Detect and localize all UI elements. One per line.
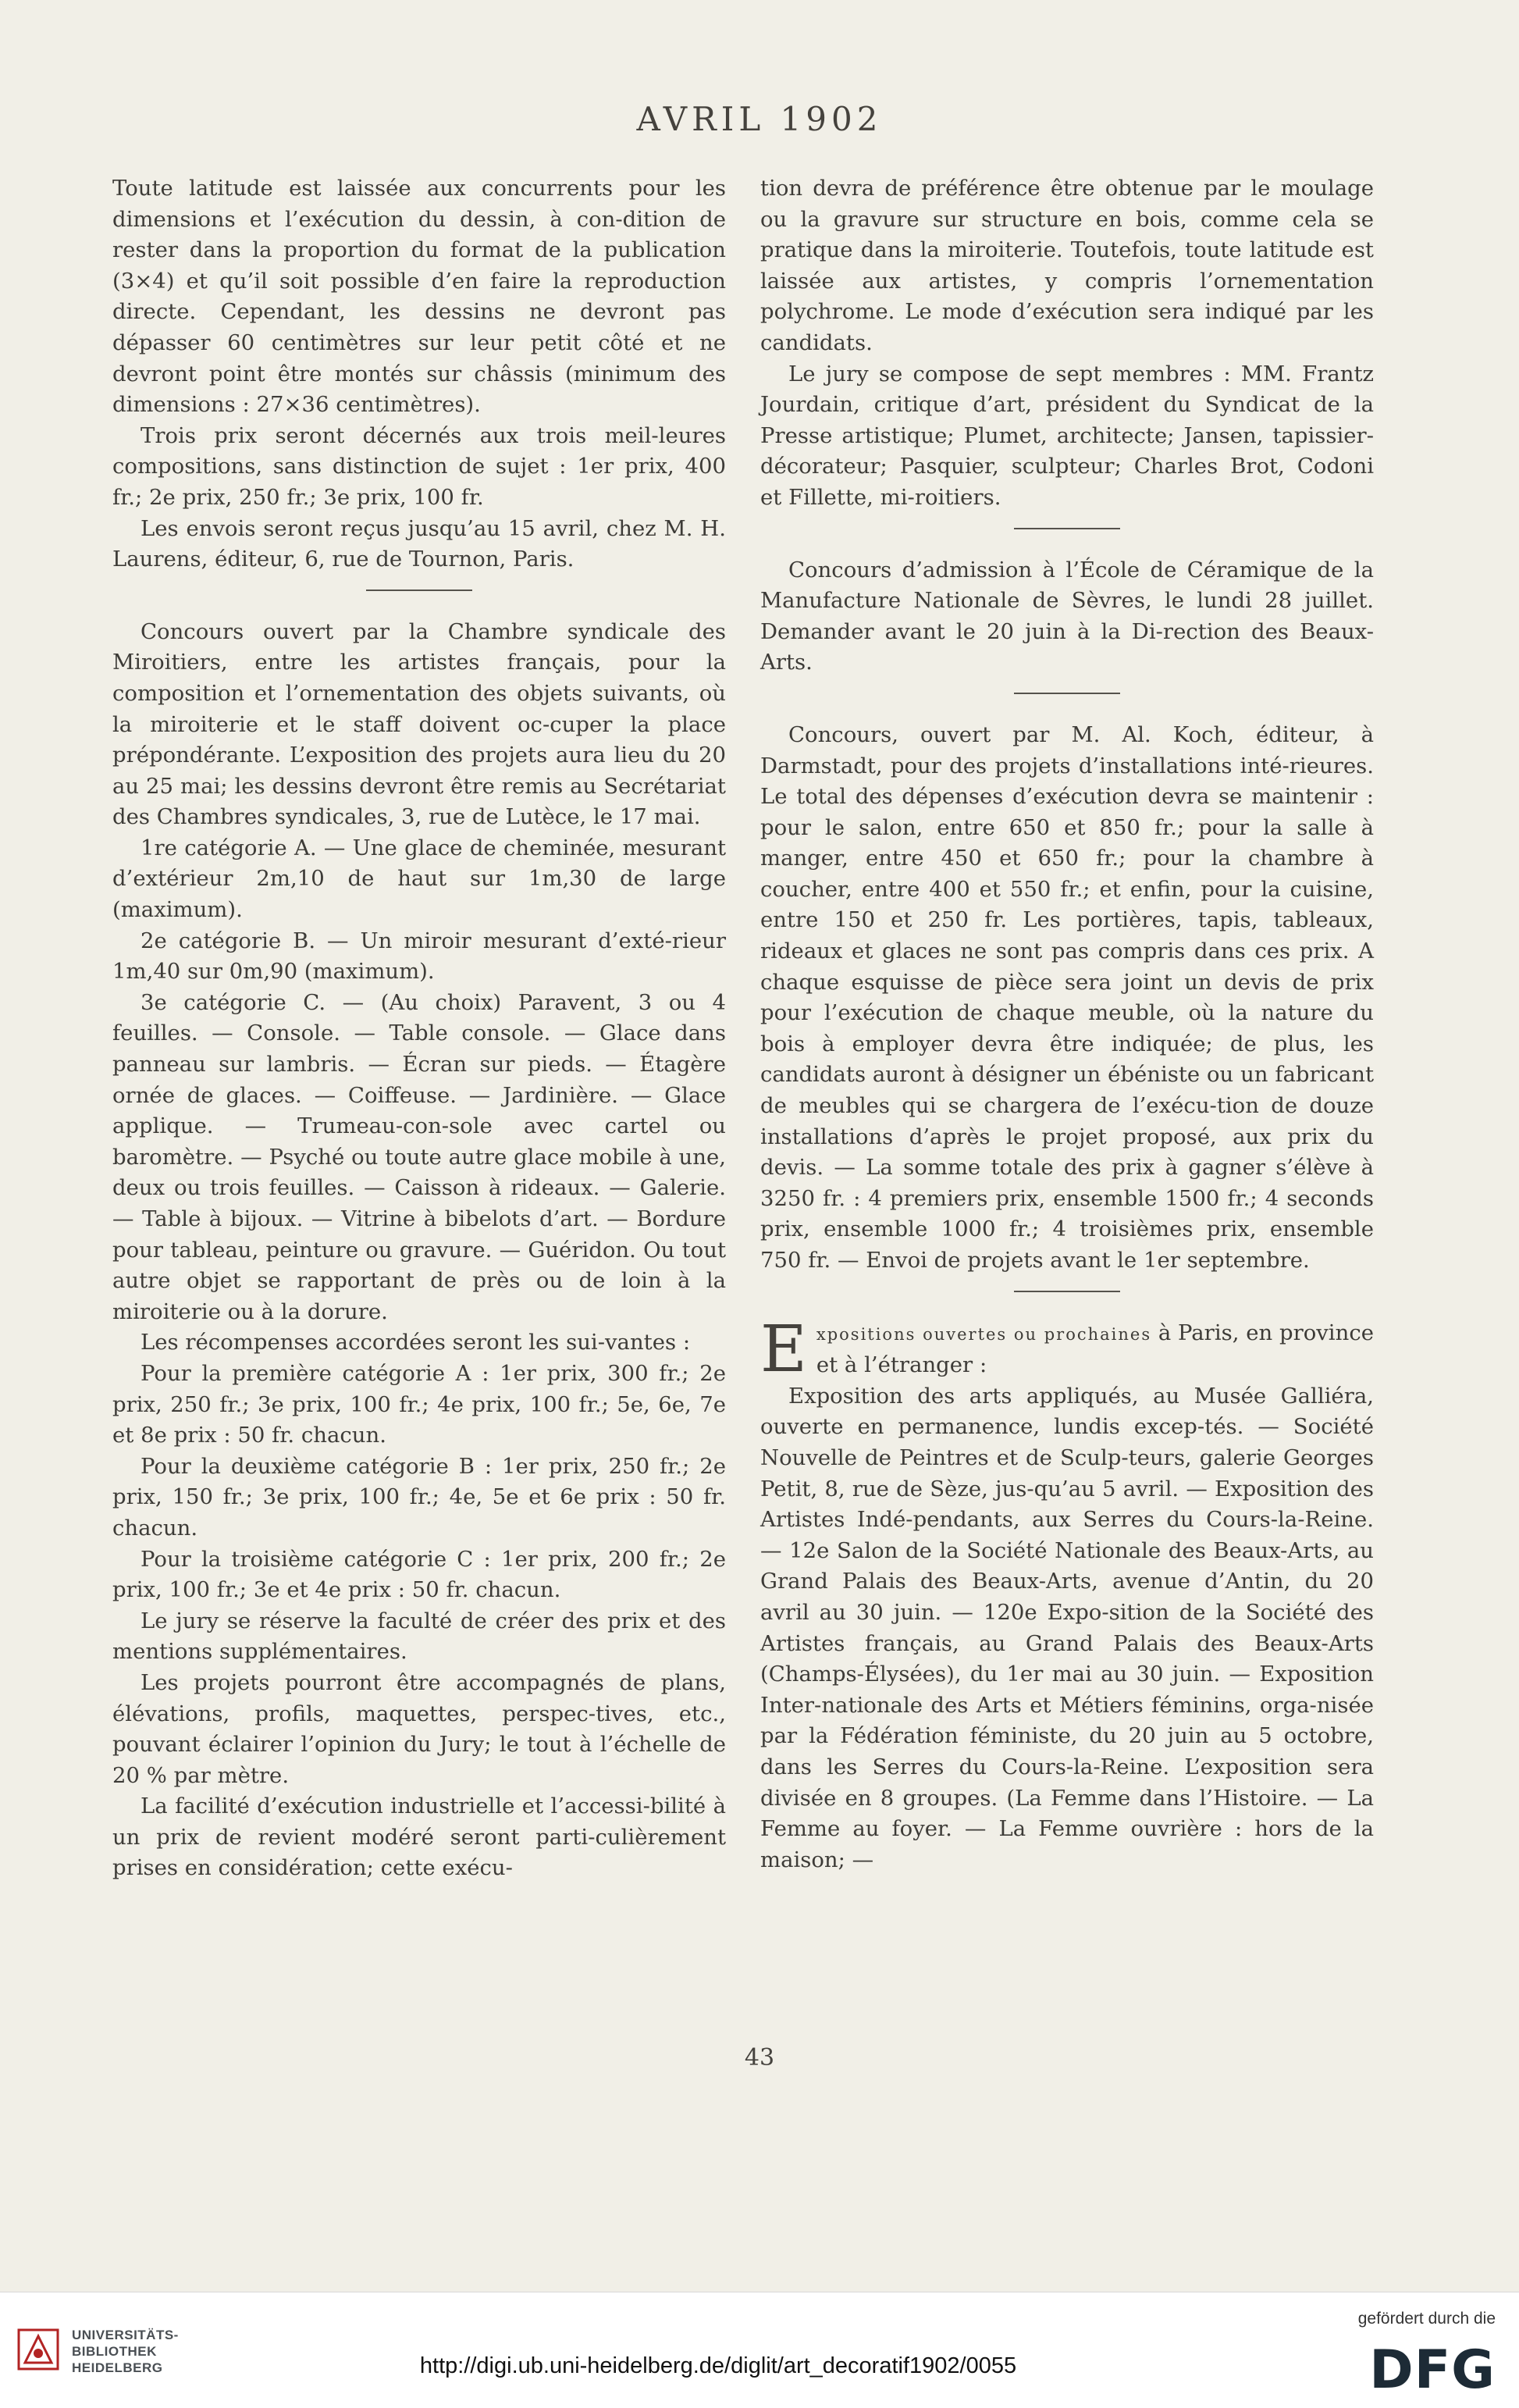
paragraph: 2e catégorie B. — Un miroir mesurant d’exté-rieur 1m,40 sur 0m,90 (maximum). xyxy=(112,928,726,985)
paragraph-with-dropcap xyxy=(760,1312,1374,1387)
paragraph: Les récompenses accordées seront les sui-vantes : xyxy=(141,1330,691,1355)
permalink-link[interactable]: http://digi.ub.uni-heidelberg.de/diglit/art_decoratif1902/0055 xyxy=(419,2353,1017,2378)
page-number: 43 xyxy=(744,2044,775,2071)
section-divider xyxy=(1014,528,1120,529)
institution-line: HEIDELBERG xyxy=(72,2360,163,2375)
paragraph: Le jury se compose de sept membres : MM. Frantz Jourdain, critique d’art, président du Syndicat de la Presse artistique; Plumet, architecte; Jansen, tapissier-décorateur; Pasquier, sculpteur; Charles Brot, Codoni et Fillette, mi-roitiers. xyxy=(760,361,1374,510)
paragraph: Concours ouvert par la Chambre syndicale des Miroitiers, entre les artistes français, pour la composition et l’ornementation des objets suivants, où la miroiterie et le staff doivent oc-cuper la place prépondérante. L’exposition des projets aura lieu du 20 au 25 mai; les dessins devront être remis au Secrétariat des Chambres syndicales, 3, rue de Lutèce, le 17 mai. xyxy=(112,618,726,830)
heading-rest: à Paris, en province et à l’étranger : xyxy=(816,1320,1374,1378)
paragraph: Toute latitude est laissée aux concurrents pour les dimensions et l’exécution du dessin, à con-dition de rester dans la proportion du format de la publication (3×4) et qu’il soit possible d’en faire la reproduction directe. Cependant, les dessins ne devront pas dépasser 60 centimètres sur leur petit côté et ne devront point être montés sur châssis (minimum des dimensions : 27×36 centimètres). xyxy=(112,176,726,418)
paragraph: Concours d’admission à l’École de Céramique de la Manufacture Nationale de Sèvres, le lundi 28 juillet. Demander avant le 20 juin à la Di-rection des Beaux-Arts. xyxy=(760,557,1374,675)
digitization-footer xyxy=(0,2292,1519,2408)
right-column xyxy=(760,173,1374,1875)
paragraph: Pour la deuxième catégorie B : 1er prix, 250 fr.; 2e prix, 150 fr.; 3e prix, 100 fr.; 4e, 5e et 6e prix : 50 fr. chacun. xyxy=(112,1453,726,1541)
institution-line: BIBLIOTHEK xyxy=(72,2344,157,2359)
section-divider xyxy=(1014,693,1120,694)
funded-by-label: gefördert durch die xyxy=(1357,2310,1496,2328)
paragraph: Trois prix seront décernés aux trois meil-leures compositions, sans distinction de sujet : 1er prix, 400 fr.; 2e prix, 250 fr.; 3e prix, 100 fr. xyxy=(112,422,726,510)
paragraph: Les projets pourront être accompagnés de plans, élévations, profils, maquettes, perspec-tives, etc., pouvant éclairer l’opinion du Jury; le tout à l’échelle de 20 % par mètre. xyxy=(112,1669,726,1788)
paragraph: Exposition des arts appliqués, au Musée Galliéra, ouverte en permanence, lundis excep-tés. — Société Nouvelle de Peintres et de Sculp-teurs, galerie Georges Petit, 8, rue de Sèze, jus-qu’au 5 avril. — Exposition des Artistes Indé-pendants, aux Serres du Cours-la-Reine. — 12e Salon de la Société Nationale des Beaux-Arts, au Grand Palais des Beaux-Arts, avenue d’Antin, du 20 avril au 30 juin. — 120e Expo-sition de la Société des Artistes français, au Grand Palais des Beaux-Arts (Champs-Élysées), du 1er mai au 30 juin. — Exposition Inter-nationale des Arts et Métiers féminins, orga-nisée par la Fédération féministe, du 20 juin au 5 octobre, dans les Serres du Cours-la-Reine. L’exposition sera divisée en 8 groupes. (La Femme dans l’Histoire. — La Femme au foyer. — La Femme ouvrière : hors de la maison; — xyxy=(760,1383,1374,1872)
paragraph: Le jury se réserve la faculté de créer des prix et des mentions supplémentaires. xyxy=(112,1608,726,1665)
paragraph: 1re catégorie A. — Une glace de cheminée, mesurant d’extérieur 2m,10 de haut sur 1m,30 de large (maximum). xyxy=(112,835,726,923)
section-divider xyxy=(1014,1291,1120,1292)
paragraph: Les envois seront reçus jusqu’au 15 avril, chez M. H. Laurens, éditeur, 6, rue de Tournon, Paris. xyxy=(112,515,726,572)
paragraph: 3e catégorie C. — (Au choix) Paravent, 3 ou 4 feuilles. — Console. — Table console. — Glace dans panneau sur lambris. — Écran sur pieds. — Étagère ornée de glaces. — Coiffeuse. — Jardinière. — Glace applique. — Trumeau-con-sole avec cartel ou baromètre. — Psyché ou toute autre glace mobile à une, deux ou trois feuilles. — Caisson à rideaux. — Galerie. — Table à bijoux. — Vitrine à bibelots d’art. — Bordure pour tableau, peinture ou gravure. — Guéridon. Ou tout autre objet se rapportant de près ou de loin à la miroiterie ou à la dorure. xyxy=(112,989,726,1324)
left-column xyxy=(112,173,726,1884)
section-divider xyxy=(366,590,472,591)
paragraph: Pour la troisième catégorie C : 1er prix, 200 fr.; 2e prix, 100 fr.; 3e et 4e prix : 50 fr. chacun. xyxy=(112,1546,726,1603)
paragraph: tion devra de préférence être obtenue par le moulage ou la gravure sur structure en bois, comme cela se pratique dans la miroiterie. Toutefois, toute latitude est laissée aux artistes, y compris l’ornementation polychrome. Le mode d’exécution sera indiqué par les candidats. xyxy=(760,176,1374,355)
small-caps-heading: xpositions ouvertes ou prochaines xyxy=(816,1324,1152,1344)
institution-name xyxy=(72,2327,179,2376)
paragraph: La facilité d’exécution industrielle et l’accessi-bilité à un prix de revient modéré seront parti-culièrement prises en considération; cette exécu- xyxy=(112,1794,726,1881)
university-library-logo-icon xyxy=(17,2328,59,2371)
drop-cap: E xyxy=(760,1312,807,1387)
paragraph: Pour la première catégorie A : 1er prix, 300 fr.; 2e prix, 250 fr.; 3e prix, 100 fr.; 4e prix, 100 fr.; 5e, 6e, 7e et 8e prix : 50 fr. chacun. xyxy=(112,1360,726,1448)
page-header: AVRIL 1902 xyxy=(636,100,883,138)
dfg-logo: DFG xyxy=(1369,2339,1496,2401)
paragraph: Concours, ouvert par M. Al. Koch, éditeur, à Darmstadt, pour des projets d’installations inté-rieures. Le total des dépenses d’exécution devra se maintenir : pour le salon, entre 650 et 850 fr.; pour la salle à manger, entre 450 et 650 fr.; pour la chambre à coucher, entre 400 et 550 fr.; et enfin, pour la cuisine, entre 150 et 250 fr. Les portières, tapis, tableaux, rideaux et glaces ne sont pas compris dans ces prix. A chaque esquisse de pièce sera joint un devis de prix pour l’exécution de chaque meuble, où la nature du bois à employer devra être indiquée; de plus, les candidats auront à désigner un ébéniste ou un fabricant de meubles qui se chargera de l’exécu-tion de douze installations d’après le projet proposé, aux prix du devis. — La somme totale des prix à gagner s’élève à 3250 fr. : 4 premiers prix, ensemble 1500 fr.; 4 seconds prix, ensemble 1000 fr.; 4 troisièmes prix, ensemble 750 fr. — Envoi de projets avant le 1er septembre. xyxy=(760,721,1374,1273)
permalink xyxy=(328,2353,1108,2379)
institution-line: UNIVERSITÄTS- xyxy=(72,2328,179,2342)
